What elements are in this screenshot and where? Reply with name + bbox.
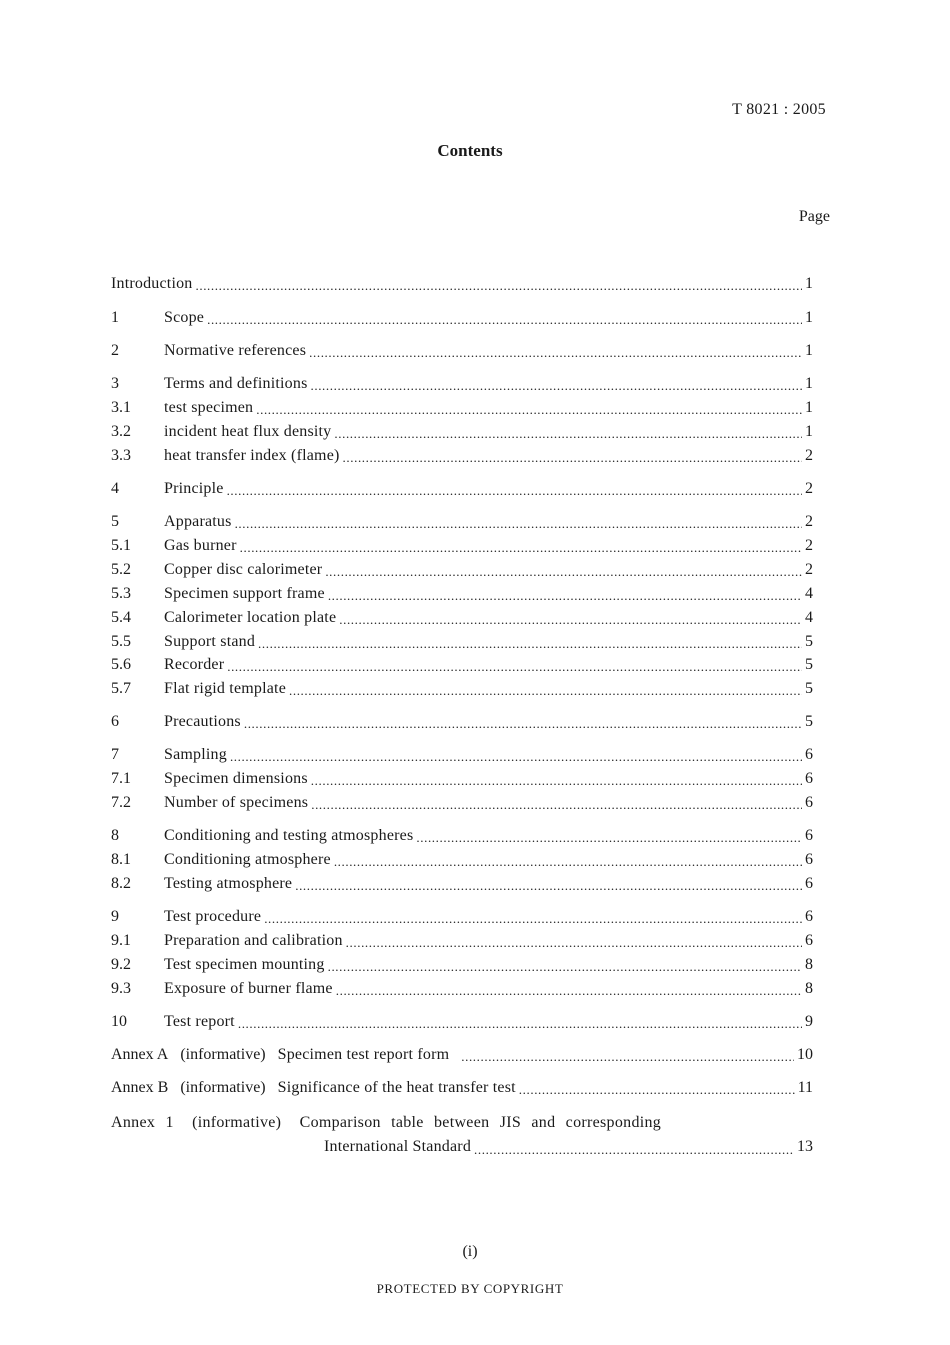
toc-entry-text: Preparation and calibration [164, 932, 343, 949]
toc-entry-page: 4 [805, 585, 813, 602]
section-number: 5.5 [111, 633, 131, 650]
toc-entry[interactable] [111, 421, 813, 443]
toc-entry[interactable] [111, 307, 813, 329]
toc-entry-text: Terms and definitions [164, 375, 308, 392]
toc-entry-text: Copper disc calorimeter [164, 561, 323, 578]
toc-entry-text: Sampling [164, 746, 227, 763]
toc-entry-page: 1 [805, 375, 813, 392]
section-number: 9 [111, 908, 119, 925]
toc-entry-text: Introduction [111, 275, 193, 292]
dot-leader [230, 744, 802, 766]
section-number: 7.2 [111, 794, 131, 811]
toc-entry-page: 2 [805, 561, 813, 578]
section-number: 10 [111, 1013, 127, 1030]
toc-entry[interactable] [111, 373, 813, 395]
annex-label: Annex A [111, 1046, 169, 1063]
section-number: 5.1 [111, 537, 131, 554]
dot-leader [328, 583, 802, 605]
dot-leader [336, 978, 802, 1000]
dot-leader [227, 654, 802, 676]
toc-entry[interactable] [111, 654, 813, 676]
toc-entry-text: Comparison table between JIS and corresponding [299, 1114, 662, 1131]
dot-leader [256, 397, 802, 419]
toc-entry-text: incident heat flux density [164, 423, 332, 440]
dot-leader [235, 511, 802, 533]
dot-leader [343, 445, 802, 467]
toc-annex-a[interactable] [111, 1044, 813, 1066]
section-number: 9.2 [111, 956, 131, 973]
toc-entry[interactable] [111, 678, 813, 700]
dot-leader [311, 768, 802, 790]
toc-entry-text: Specimen dimensions [164, 770, 308, 787]
toc-entry-text: Flat rigid template [164, 680, 286, 697]
toc-entry-text: Gas burner [164, 537, 237, 554]
toc-entry-text: Number of specimens [164, 794, 309, 811]
section-number: 8.2 [111, 875, 131, 892]
toc-entry-page: 5 [805, 680, 813, 697]
toc-entry-text: Significance of the heat transfer test [277, 1079, 516, 1096]
dot-leader [238, 1011, 802, 1033]
toc-entry[interactable] [111, 768, 813, 790]
toc-entry[interactable] [111, 825, 813, 847]
toc-entry-text: Exposure of burner flame [164, 980, 333, 997]
dot-leader [325, 559, 802, 581]
toc-entry-text: Recorder [164, 656, 225, 673]
copyright-notice: PROTECTED BY COPYRIGHT [376, 1281, 564, 1296]
toc-entry-page: 10 [797, 1046, 813, 1063]
section-number: 9.1 [111, 932, 131, 949]
toc-entry[interactable] [111, 478, 813, 500]
toc-entry-page: 5 [805, 656, 813, 673]
toc-entry-text: Principle [164, 480, 224, 497]
toc-entry-page: 6 [805, 908, 813, 925]
toc-entry-page: 6 [805, 851, 813, 868]
toc-entry[interactable] [111, 930, 813, 952]
toc-entry-page: 6 [805, 746, 813, 763]
toc-entry-text: heat transfer index (flame) [164, 447, 340, 464]
toc-entry[interactable] [111, 535, 813, 557]
toc-entry-page: 5 [805, 633, 813, 650]
toc-entry-introduction[interactable] [111, 273, 813, 295]
annex-type: (informative) [180, 1046, 266, 1063]
toc-entry[interactable] [111, 559, 813, 581]
dot-leader [227, 478, 802, 500]
toc-entry[interactable] [111, 583, 813, 605]
toc-entry-page: 1 [805, 309, 813, 326]
toc-entry[interactable] [111, 340, 813, 362]
toc-entry[interactable] [111, 397, 813, 419]
toc-entry[interactable] [111, 792, 813, 814]
toc-entry-text: Specimen support frame [164, 585, 325, 602]
section-number: 9.3 [111, 980, 131, 997]
toc-entry[interactable] [111, 607, 813, 629]
dot-leader [207, 307, 802, 329]
toc-entry-page: 1 [805, 423, 813, 440]
document-id: T 8021 : 2005 [732, 101, 826, 118]
annex-type: (informative) [192, 1114, 282, 1131]
section-number: 6 [111, 713, 119, 730]
dot-leader [416, 825, 802, 847]
toc-annex-1[interactable] [111, 1111, 813, 1159]
toc-entry-page: 2 [805, 480, 813, 497]
toc-entry-page: 6 [805, 875, 813, 892]
dot-leader [339, 607, 802, 629]
toc-entry-page: 2 [805, 447, 813, 464]
toc-entry[interactable] [111, 744, 813, 766]
dot-leader [258, 631, 802, 653]
toc-entry-page: 5 [805, 713, 813, 730]
toc-entry-page: 6 [805, 827, 813, 844]
toc-entry-page: 1 [805, 342, 813, 359]
toc-entry[interactable] [111, 711, 813, 733]
toc-entry[interactable] [111, 631, 813, 653]
toc-entry[interactable] [111, 511, 813, 533]
section-number: 4 [111, 480, 119, 497]
section-number: 3.1 [111, 399, 131, 416]
page-column-label: Page [798, 208, 830, 225]
toc-entry-text: test specimen [164, 399, 254, 416]
toc-entry-text: Test specimen mounting [164, 956, 325, 973]
dot-leader [311, 792, 802, 814]
section-number: 5.4 [111, 609, 131, 626]
dot-leader [474, 1135, 794, 1159]
toc-entry-text: Test procedure [164, 908, 262, 925]
annex-label: Annex 1 [111, 1114, 174, 1131]
toc-entry-page: 8 [805, 980, 813, 997]
toc-entry[interactable] [111, 849, 813, 871]
annex-type: (informative) [180, 1079, 266, 1096]
dot-leader [519, 1077, 795, 1099]
toc-entry-page: 6 [805, 794, 813, 811]
section-number: 8.1 [111, 851, 131, 868]
dot-leader [334, 849, 802, 871]
dot-leader [311, 373, 803, 395]
toc-entry[interactable] [111, 445, 813, 467]
toc-entry-page: 9 [805, 1013, 813, 1030]
contents-title: Contents [437, 141, 503, 160]
toc-entry-text-continued: International Standard [324, 1138, 472, 1155]
section-number: 5.6 [111, 656, 131, 673]
toc-entry-page: 6 [805, 932, 813, 949]
section-number: 7.1 [111, 770, 131, 787]
toc-entry-page: 2 [805, 537, 813, 554]
dot-leader [461, 1044, 794, 1066]
dot-leader [346, 930, 802, 952]
toc-entry-page: 2 [805, 513, 813, 530]
toc-entry-page: 8 [805, 956, 813, 973]
section-number: 3 [111, 375, 119, 392]
dot-leader [289, 678, 802, 700]
section-number: 5 [111, 513, 119, 530]
dot-leader [334, 421, 802, 443]
toc-entry[interactable] [111, 873, 813, 895]
section-number: 8 [111, 827, 119, 844]
toc-entry[interactable] [111, 954, 813, 976]
toc-entry-text: Specimen test report form [277, 1046, 450, 1063]
dot-leader [295, 873, 802, 895]
section-number: 7 [111, 746, 119, 763]
toc-annex-b[interactable] [111, 1077, 813, 1099]
toc-entry-page: 1 [805, 399, 813, 416]
dot-leader [328, 954, 802, 976]
toc-entry-text: Normative references [164, 342, 307, 359]
dot-leader [196, 273, 803, 295]
toc-entry[interactable] [111, 978, 813, 1000]
section-number: 2 [111, 342, 119, 359]
section-number: 3.3 [111, 447, 131, 464]
annex-1-first-line [111, 1111, 813, 1135]
dot-leader [309, 340, 802, 362]
toc-entry-text: Conditioning atmosphere [164, 851, 331, 868]
section-number: 3.2 [111, 423, 131, 440]
toc-entry-text: Testing atmosphere [164, 875, 293, 892]
toc-entry-page: 11 [797, 1079, 813, 1096]
section-number: 5.2 [111, 561, 131, 578]
toc-entry[interactable] [111, 1011, 813, 1033]
toc-entry-text: Scope [164, 309, 205, 326]
toc-entry-page: 1 [805, 275, 813, 292]
toc-entry-text: Apparatus [164, 513, 232, 530]
section-number: 5.3 [111, 585, 131, 602]
toc-entry-text: Test report [164, 1013, 235, 1030]
toc-entry-text: Conditioning and testing atmospheres [164, 827, 414, 844]
toc-entry-page: 13 [797, 1138, 813, 1155]
toc-entry-text: Calorimeter location plate [164, 609, 337, 626]
toc-entry[interactable] [111, 906, 813, 928]
toc-entry-text: Precautions [164, 713, 241, 730]
section-number: 5.7 [111, 680, 131, 697]
section-number: 1 [111, 309, 119, 326]
footer-page-number: (i) [462, 1243, 478, 1260]
dot-leader [264, 906, 802, 928]
dot-leader [240, 535, 802, 557]
annex-1-second-line [324, 1135, 813, 1159]
annex-label: Annex B [111, 1079, 169, 1096]
toc-entry-text: Support stand [164, 633, 256, 650]
dot-leader [244, 711, 802, 733]
toc-entry-page: 4 [805, 609, 813, 626]
toc-entry-page: 6 [805, 770, 813, 787]
